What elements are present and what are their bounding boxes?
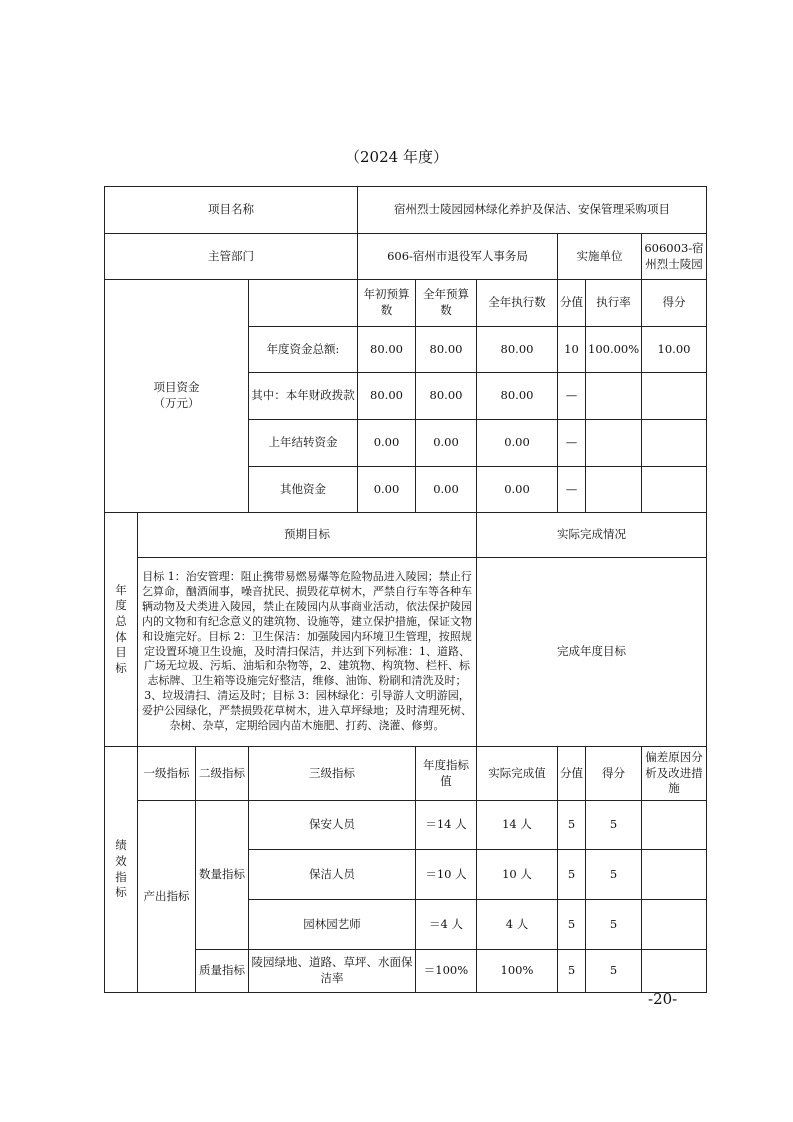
funds-score (642, 373, 707, 420)
indicator-name: 园林园艺师 (249, 900, 416, 950)
page-number: -20- (648, 990, 678, 1008)
goals-label-char: 目 (115, 645, 127, 660)
indicators-label-char: 指 (115, 869, 127, 884)
header-note: 偏差原因分析及改进措施 (642, 747, 707, 801)
indicator-value: 5 (558, 850, 586, 900)
goals-label-char: 年 (115, 582, 127, 597)
funds-score-value: — (558, 373, 586, 420)
indicators-label-char: 效 (115, 853, 127, 868)
funds-rate (586, 373, 642, 420)
level2-quality: 质量指标 (196, 950, 249, 993)
funds-initial: 80.00 (358, 327, 416, 373)
indicator-score: 5 (586, 801, 642, 850)
indicator-note (642, 850, 707, 900)
performance-table (104, 186, 707, 993)
indicators-label (105, 747, 138, 993)
header-level3: 三级指标 (249, 747, 416, 801)
header-level2: 二级指标 (196, 747, 249, 801)
indicator-value: 5 (558, 950, 586, 993)
funds-score (642, 420, 707, 467)
funds-row-label: 其中：本年财政拨款 (249, 373, 358, 420)
expected-goal-text: 目标 1：治安管理：阻止携带易燃易爆等危险物品进入陵园；禁止行乞算命，酗酒闹事，噪音扰民、损毁花草树木，严禁自行车等各种车辆动物及犬类进入陵园，禁止在陵园内从事商业活动，依法保护陵园内的文物和有纪念意义的建筑物、设施等，建立保护措施，保证文物和设施完好。目标 2：卫生保洁：加强陵园内环境卫生管理，按照规定设置环境卫生设施，及时清扫保洁，并达到下列标准：1、道路、广场无垃圾、污垢、油垢和杂物等，2、建筑物、构筑物、栏杆、标志标牌、卫生箱等设施完好整洁，维修、油饰、粉刷和清洗及时；3、垃圾清扫、清运及时；目标 3：园林绿化：引导游人文明游园，爱护公园绿化，严禁损毁花草树木，进入草坪绿地；及时清理死树、杂树、杂草，定期给园内苗木施肥、打药、浇灌、修剪。 (138, 558, 477, 747)
funds-row-label: 年度资金总额: (249, 327, 358, 373)
indicator-target: ＝10 人 (416, 850, 477, 900)
goals-label-char: 度 (115, 598, 127, 613)
funds-annual: 80.00 (416, 327, 477, 373)
funds-header-row (105, 280, 707, 327)
dept-row (105, 234, 707, 280)
indicators-label-char: 标 (115, 885, 127, 900)
header-value: 分值 (558, 747, 586, 801)
actual-result-text: 完成年度目标 (477, 558, 707, 747)
indicator-note (642, 900, 707, 950)
funds-score (642, 467, 707, 513)
level2-quantity: 数量指标 (196, 801, 249, 950)
funds-score-value: 10 (558, 327, 586, 373)
indicator-actual: 100% (477, 950, 558, 993)
goals-label (105, 513, 138, 747)
expected-goal-header: 预期目标 (138, 513, 477, 558)
indicator-score: 5 (586, 850, 642, 900)
funds-annual: 0.00 (416, 420, 477, 467)
funds-exec: 80.00 (477, 373, 558, 420)
indicator-name: 保洁人员 (249, 850, 416, 900)
impl-label: 实施单位 (558, 234, 642, 280)
funds-score-value: — (558, 467, 586, 513)
funds-initial: 0.00 (358, 467, 416, 513)
header-target: 年度指标值 (416, 747, 477, 801)
indicator-value: 5 (558, 801, 586, 850)
impl-value: 606003-宿州烈士陵园 (642, 234, 707, 280)
indicator-note (642, 801, 707, 850)
funds-header-initial: 年初预算数 (358, 280, 416, 327)
header-level1: 一级指标 (138, 747, 196, 801)
goals-label-char: 标 (115, 660, 127, 675)
funds-exec: 0.00 (477, 420, 558, 467)
funds-header-annual: 全年预算数 (416, 280, 477, 327)
funds-annual: 0.00 (416, 467, 477, 513)
header-score: 得分 (586, 747, 642, 801)
indicator-score: 5 (586, 950, 642, 993)
funds-initial: 80.00 (358, 373, 416, 420)
indicator-target: ＝4 人 (416, 900, 477, 950)
report-year: （2024 年度） (345, 148, 448, 166)
goals-label-char: 体 (115, 629, 127, 644)
indicator-row (105, 801, 707, 850)
indicator-target: ＝14 人 (416, 801, 477, 850)
funds-annual: 80.00 (416, 373, 477, 420)
indicator-note (642, 950, 707, 993)
project-name-row (105, 187, 707, 234)
funds-score: 10.00 (642, 327, 707, 373)
funds-header-score: 得分 (642, 280, 707, 327)
indicator-name: 陵园绿地、道路、草坪、水面保洁率 (249, 950, 416, 993)
funds-exec: 80.00 (477, 327, 558, 373)
goals-label-char: 总 (115, 613, 127, 628)
funds-row-label: 其他资金 (249, 467, 358, 513)
indicator-row (105, 950, 707, 993)
funds-rate (586, 467, 642, 513)
actual-result-header: 实际完成情况 (477, 513, 707, 558)
funds-label-cell (105, 280, 249, 513)
indicators-label-char: 绩 (115, 838, 127, 853)
indicator-actual: 10 人 (477, 850, 558, 900)
funds-unit: （万元） (153, 396, 200, 410)
project-name: 宿州烈士陵园园林绿化养护及保洁、安保管理采购项目 (358, 187, 707, 234)
funds-header-rate: 执行率 (586, 280, 642, 327)
level1-output: 产出指标 (138, 801, 196, 993)
project-name-label: 项目名称 (105, 187, 358, 234)
funds-exec: 0.00 (477, 467, 558, 513)
indicator-actual: 4 人 (477, 900, 558, 950)
indicator-actual: 14 人 (477, 801, 558, 850)
goals-content-row (105, 558, 707, 747)
dept-value: 606-宿州市退役军人事务局 (358, 234, 558, 280)
funds-header-blank (249, 280, 358, 327)
indicator-target: ＝100% (416, 950, 477, 993)
header-actual: 实际完成值 (477, 747, 558, 801)
funds-initial: 0.00 (358, 420, 416, 467)
funds-row-label: 上年结转资金 (249, 420, 358, 467)
dept-label: 主管部门 (105, 234, 358, 280)
funds-rate (586, 420, 642, 467)
funds-score-value: — (558, 420, 586, 467)
funds-header-exec: 全年执行数 (477, 280, 558, 327)
funds-label: 项目资金 (153, 380, 200, 395)
funds-header-score-value: 分值 (558, 280, 586, 327)
funds-rate: 100.00% (586, 327, 642, 373)
indicator-value: 5 (558, 900, 586, 950)
indicator-score: 5 (586, 900, 642, 950)
goals-header-row (105, 513, 707, 558)
indicator-header-row (105, 747, 707, 801)
indicator-name: 保安人员 (249, 801, 416, 850)
